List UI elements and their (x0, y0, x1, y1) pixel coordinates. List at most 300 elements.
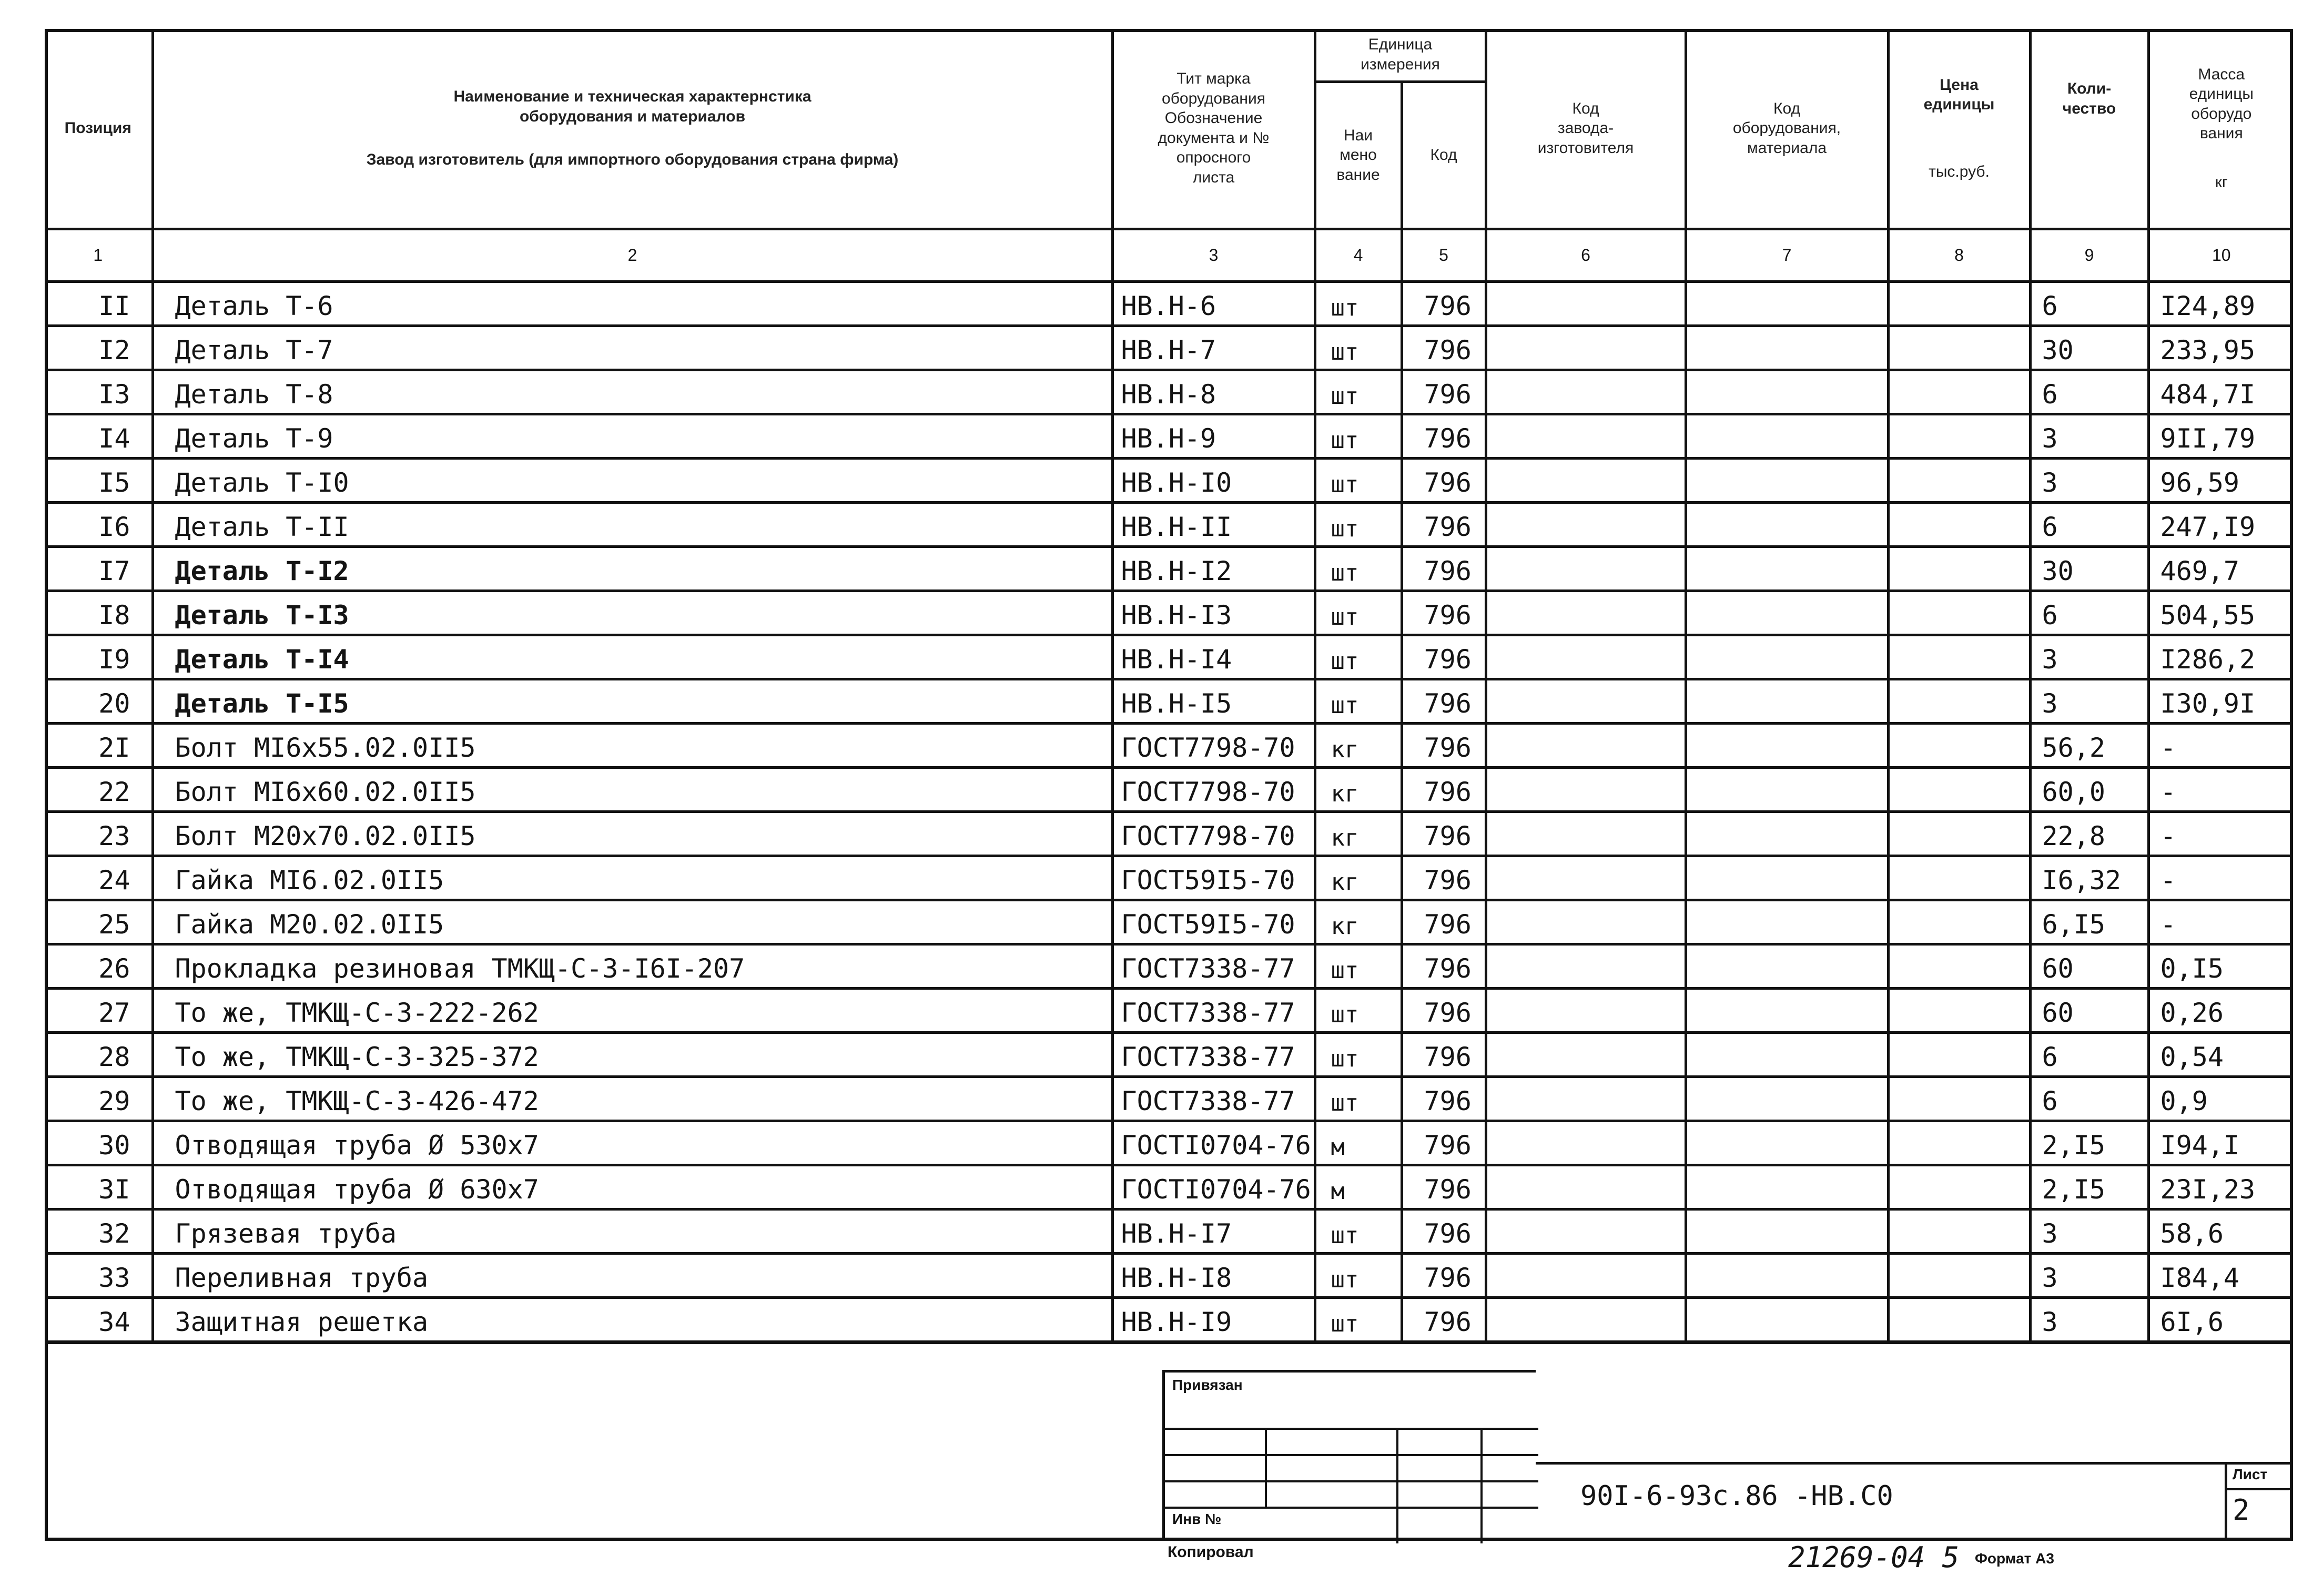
mass-cell: I30,9I (2148, 679, 2293, 723)
header-price: Цена единицы тыс.руб. (1888, 29, 2030, 229)
inventory-label: Инв № (1172, 1511, 1222, 1527)
price-cell (1888, 326, 2030, 370)
factory-code-cell (1486, 1297, 1686, 1341)
price-cell (1888, 1076, 2030, 1121)
equipment-code-cell (1686, 370, 1888, 414)
equipment-code-cell (1686, 502, 1888, 546)
equipment-code-cell (1686, 414, 1888, 458)
stamp-line (1265, 1428, 1267, 1507)
unit-name-cell: шт (1315, 944, 1402, 988)
unit-name-cell: шт (1315, 1253, 1402, 1297)
position-cell: 2I (45, 723, 153, 767)
quantity-cell: 6 (2030, 502, 2148, 546)
unit-name-cell: шт (1315, 635, 1402, 679)
unit-code-cell: 796 (1402, 635, 1486, 679)
price-cell (1888, 502, 2030, 546)
price-cell (1888, 281, 2030, 326)
table-row (45, 635, 2293, 679)
specification-table (45, 29, 2293, 1343)
quantity-cell: 3 (2030, 414, 2148, 458)
unit-code-cell: 796 (1402, 326, 1486, 370)
name-cell: Деталь Т-7 (153, 326, 1112, 370)
table-row (45, 856, 2293, 900)
price-cell (1888, 1032, 2030, 1076)
position-cell: II (45, 281, 153, 326)
mass-cell: 484,7I (2148, 370, 2293, 414)
document-cell: ГОСТ7798-70 (1112, 811, 1315, 856)
unit-code-cell: 796 (1402, 856, 1486, 900)
factory-code-cell (1486, 591, 1686, 635)
document-cell: ГОСТ7798-70 (1112, 723, 1315, 767)
table-row (45, 1076, 2293, 1121)
price-cell (1888, 591, 2030, 635)
name-cell: Грязевая труба (153, 1209, 1112, 1253)
quantity-cell: 30 (2030, 326, 2148, 370)
unit-code-cell: 796 (1402, 1297, 1486, 1341)
unit-code-cell: 796 (1402, 370, 1486, 414)
position-cell: 25 (45, 900, 153, 944)
unit-code-cell: 796 (1402, 900, 1486, 944)
document-cell: ГОСТ59I5-70 (1112, 900, 1315, 944)
table-row (45, 370, 2293, 414)
factory-code-cell (1486, 1121, 1686, 1165)
table-row (45, 502, 2293, 546)
equipment-code-cell (1686, 1032, 1888, 1076)
quantity-cell: 6 (2030, 591, 2148, 635)
quantity-cell: 6,I5 (2030, 900, 2148, 944)
mass-cell: - (2148, 767, 2293, 811)
equipment-code-cell (1686, 1121, 1888, 1165)
factory-code-cell (1486, 370, 1686, 414)
factory-code-cell (1486, 900, 1686, 944)
table-row (45, 1297, 2293, 1341)
unit-name-cell: м (1315, 1165, 1402, 1209)
table-row (45, 458, 2293, 502)
header-unit-code: Код (1402, 82, 1486, 229)
document-cell: НВ.Н-9 (1112, 414, 1315, 458)
equipment-code-cell (1686, 591, 1888, 635)
document-cell: ГОСТ7338-77 (1112, 1076, 1315, 1121)
quantity-cell: 3 (2030, 679, 2148, 723)
price-cell (1888, 767, 2030, 811)
unit-name-cell: шт (1315, 988, 1402, 1032)
mass-cell: 0,I5 (2148, 944, 2293, 988)
unit-code-cell: 796 (1402, 546, 1486, 591)
quantity-cell: 2,I5 (2030, 1121, 2148, 1165)
equipment-code-cell (1686, 1253, 1888, 1297)
quantity-cell: 60 (2030, 944, 2148, 988)
factory-code-cell (1486, 1032, 1686, 1076)
mass-cell: 504,55 (2148, 591, 2293, 635)
factory-code-cell (1486, 679, 1686, 723)
unit-name-cell: кг (1315, 723, 1402, 767)
table-bottom-border (45, 1341, 2293, 1344)
quantity-cell: 30 (2030, 546, 2148, 591)
unit-name-cell: кг (1315, 767, 1402, 811)
unit-name-cell: шт (1315, 1032, 1402, 1076)
document-designation: 90I-6-93с.86 -НВ.С0 (1580, 1480, 1893, 1512)
header-unit-group: Единица измерения (1315, 29, 1486, 82)
equipment-code-cell (1686, 1076, 1888, 1121)
unit-code-cell: 796 (1402, 1121, 1486, 1165)
document-cell: НВ.Н-8 (1112, 370, 1315, 414)
mass-cell: 0,9 (2148, 1076, 2293, 1121)
unit-code-cell: 796 (1402, 414, 1486, 458)
unit-name-cell: шт (1315, 458, 1402, 502)
mass-cell: 469,7 (2148, 546, 2293, 591)
column-number-row (45, 229, 2293, 281)
column-number: 10 (2148, 229, 2293, 281)
header-mass: Масса единицы оборудо вания кг (2148, 29, 2293, 229)
factory-code-cell (1486, 458, 1686, 502)
document-cell: ГОСТ59I5-70 (1112, 856, 1315, 900)
name-cell: То же, ТМКЩ-С-3-426-472 (153, 1076, 1112, 1121)
equipment-code-cell (1686, 856, 1888, 900)
name-cell: Деталь Т-9 (153, 414, 1112, 458)
header-unit-name: Наи мено вание (1315, 82, 1402, 229)
copied-label: Копировал (1168, 1543, 1254, 1561)
quantity-cell: 6 (2030, 1076, 2148, 1121)
unit-code-cell: 796 (1402, 988, 1486, 1032)
document-cell: НВ.Н-I2 (1112, 546, 1315, 591)
quantity-cell: 3 (2030, 635, 2148, 679)
table-row (45, 1209, 2293, 1253)
price-cell (1888, 856, 2030, 900)
column-number: 6 (1486, 229, 1686, 281)
quantity-cell: 2,I5 (2030, 1165, 2148, 1209)
document-cell: НВ.Н-I3 (1112, 591, 1315, 635)
stamp-line (1480, 1428, 1483, 1543)
unit-code-cell: 796 (1402, 502, 1486, 546)
unit-code-cell: 796 (1402, 767, 1486, 811)
table-row (45, 281, 2293, 326)
price-cell (1888, 414, 2030, 458)
format-label: Формат А3 (1975, 1550, 2054, 1567)
mass-cell: I24,89 (2148, 281, 2293, 326)
price-cell (1888, 1209, 2030, 1253)
column-number: 1 (45, 229, 153, 281)
price-cell (1888, 546, 2030, 591)
name-cell: Болт М20x70.02.0II5 (153, 811, 1112, 856)
position-cell: 32 (45, 1209, 153, 1253)
factory-code-cell (1486, 856, 1686, 900)
linkage-stamp (1162, 1370, 1536, 1541)
mass-cell: 247,I9 (2148, 502, 2293, 546)
factory-code-cell (1486, 988, 1686, 1032)
unit-name-cell: шт (1315, 679, 1402, 723)
mass-cell: - (2148, 723, 2293, 767)
price-cell (1888, 723, 2030, 767)
unit-name-cell: шт (1315, 546, 1402, 591)
quantity-cell: 3 (2030, 1297, 2148, 1341)
factory-code-cell (1486, 1076, 1686, 1121)
mass-cell: I84,4 (2148, 1253, 2293, 1297)
unit-code-cell: 796 (1402, 1032, 1486, 1076)
unit-code-cell: 796 (1402, 1165, 1486, 1209)
unit-code-cell: 796 (1402, 281, 1486, 326)
document-cell: ГОСТ7338-77 (1112, 1032, 1315, 1076)
sheet-number: 2 (2233, 1493, 2250, 1527)
document-cell: НВ.Н-I4 (1112, 635, 1315, 679)
column-number: 9 (2030, 229, 2148, 281)
document-cell: НВ.Н-I8 (1112, 1253, 1315, 1297)
unit-name-cell: шт (1315, 370, 1402, 414)
equipment-code-cell (1686, 1165, 1888, 1209)
position-cell: I3 (45, 370, 153, 414)
position-cell: 29 (45, 1076, 153, 1121)
title-block-line (1536, 1462, 2293, 1465)
price-cell (1888, 1297, 2030, 1341)
unit-name-cell: кг (1315, 900, 1402, 944)
position-cell: 23 (45, 811, 153, 856)
unit-name-cell: шт (1315, 281, 1402, 326)
name-cell: Гайка М20.02.0II5 (153, 900, 1112, 944)
position-cell: 26 (45, 944, 153, 988)
factory-code-cell (1486, 1209, 1686, 1253)
sheet-number-box (2225, 1462, 2293, 1541)
position-cell: I7 (45, 546, 153, 591)
price-cell (1888, 1253, 2030, 1297)
equipment-code-cell (1686, 944, 1888, 988)
name-cell: Деталь Т-I4 (153, 635, 1112, 679)
header-quantity: Коли- чество (2030, 29, 2148, 229)
equipment-code-cell (1686, 988, 1888, 1032)
mass-cell: - (2148, 811, 2293, 856)
mass-cell: - (2148, 856, 2293, 900)
mass-cell: 0,26 (2148, 988, 2293, 1032)
name-cell: Деталь Т-I2 (153, 546, 1112, 591)
position-cell: I6 (45, 502, 153, 546)
document-cell: ГОСТ7338-77 (1112, 944, 1315, 988)
position-cell: I5 (45, 458, 153, 502)
quantity-cell: 6 (2030, 370, 2148, 414)
equipment-code-cell (1686, 458, 1888, 502)
name-cell: Гайка MI6.02.0II5 (153, 856, 1112, 900)
factory-code-cell (1486, 502, 1686, 546)
document-cell: НВ.Н-I5 (1112, 679, 1315, 723)
name-cell: Отводящая труба Ø 530x7 (153, 1121, 1112, 1165)
equipment-code-cell (1686, 1297, 1888, 1341)
name-cell: Болт MI6x60.02.0II5 (153, 767, 1112, 811)
unit-name-cell: шт (1315, 1209, 1402, 1253)
name-cell: Прокладка резиновая ТМКЩ-С-3-I6I-207 (153, 944, 1112, 988)
unit-name-cell: шт (1315, 326, 1402, 370)
equipment-code-cell (1686, 679, 1888, 723)
factory-code-cell (1486, 944, 1686, 988)
document-cell: НВ.Н-7 (1112, 326, 1315, 370)
name-cell: Деталь Т-I0 (153, 458, 1112, 502)
unit-name-cell: шт (1315, 502, 1402, 546)
document-cell: ГОСТI0704-76 (1112, 1165, 1315, 1209)
position-cell: I4 (45, 414, 153, 458)
unit-code-cell: 796 (1402, 591, 1486, 635)
price-cell (1888, 370, 2030, 414)
mass-cell: I94,I (2148, 1121, 2293, 1165)
quantity-cell: 3 (2030, 458, 2148, 502)
table-row (45, 723, 2293, 767)
quantity-cell: 3 (2030, 1253, 2148, 1297)
equipment-code-cell (1686, 546, 1888, 591)
column-number: 7 (1686, 229, 1888, 281)
document-cell: НВ.Н-6 (1112, 281, 1315, 326)
price-cell (1888, 944, 2030, 988)
document-cell: ГОСТ7338-77 (1112, 988, 1315, 1032)
unit-name-cell: шт (1315, 414, 1402, 458)
header-factory-code: Код завода- изготовителя (1486, 29, 1686, 229)
quantity-cell: 60,0 (2030, 767, 2148, 811)
table-row (45, 1253, 2293, 1297)
table-row (45, 811, 2293, 856)
table-row (45, 546, 2293, 591)
stamp-line (1396, 1428, 1398, 1543)
position-cell: 3I (45, 1165, 153, 1209)
table-row (45, 1032, 2293, 1076)
unit-name-cell: шт (1315, 591, 1402, 635)
sheet-label: Лист (2233, 1466, 2268, 1482)
unit-name-cell: кг (1315, 856, 1402, 900)
price-cell (1888, 988, 2030, 1032)
quantity-cell: 3 (2030, 1209, 2148, 1253)
equipment-code-cell (1686, 767, 1888, 811)
quantity-cell: 6 (2030, 281, 2148, 326)
header-equipment-code: Код оборудования, материала (1686, 29, 1888, 229)
sheet-box-line (2227, 1488, 2293, 1490)
factory-code-cell (1486, 281, 1686, 326)
unit-code-cell: 796 (1402, 944, 1486, 988)
price-cell (1888, 679, 2030, 723)
name-cell: Деталь Т-8 (153, 370, 1112, 414)
factory-code-cell (1486, 546, 1686, 591)
quantity-cell: 6 (2030, 1032, 2148, 1076)
factory-code-cell (1486, 1165, 1686, 1209)
column-number: 2 (153, 229, 1112, 281)
document-cell: НВ.Н-II (1112, 502, 1315, 546)
table-row (45, 944, 2293, 988)
document-cell: НВ.Н-I7 (1112, 1209, 1315, 1253)
unit-code-cell: 796 (1402, 1253, 1486, 1297)
header-document: Тит марка оборудования Обозначение документа и № опросного листа (1112, 29, 1315, 229)
unit-name-cell: м (1315, 1121, 1402, 1165)
name-cell: Болт MI6x55.02.0II5 (153, 723, 1112, 767)
mass-cell: 23I,23 (2148, 1165, 2293, 1209)
table-row (45, 988, 2293, 1032)
document-cell: ГОСТ7798-70 (1112, 767, 1315, 811)
mass-cell: - (2148, 900, 2293, 944)
position-cell: I8 (45, 591, 153, 635)
equipment-code-cell (1686, 281, 1888, 326)
mass-cell: 233,95 (2148, 326, 2293, 370)
price-cell (1888, 635, 2030, 679)
document-cell: ГОСТI0704-76 (1112, 1121, 1315, 1165)
mass-cell: I286,2 (2148, 635, 2293, 679)
name-cell: То же, ТМКЩ-С-3-325-372 (153, 1032, 1112, 1076)
equipment-code-cell (1686, 635, 1888, 679)
unit-code-cell: 796 (1402, 811, 1486, 856)
position-cell: 22 (45, 767, 153, 811)
name-cell: Деталь Т-6 (153, 281, 1112, 326)
unit-name-cell: шт (1315, 1076, 1402, 1121)
table-row (45, 767, 2293, 811)
position-cell: 28 (45, 1032, 153, 1076)
column-number: 5 (1402, 229, 1486, 281)
price-cell (1888, 900, 2030, 944)
header-name: Наименование и техническая характернстика оборудования и материалов Завод изготовитель (для импортного оборудования страна фирма) (153, 29, 1112, 229)
name-cell: Переливная труба (153, 1253, 1112, 1297)
position-cell: I9 (45, 635, 153, 679)
column-number: 3 (1112, 229, 1315, 281)
quantity-cell: 56,2 (2030, 723, 2148, 767)
position-cell: 33 (45, 1253, 153, 1297)
mass-cell: 0,54 (2148, 1032, 2293, 1076)
mass-cell: 58,6 (2148, 1209, 2293, 1253)
name-cell: То же, ТМКЩ-С-3-222-262 (153, 988, 1112, 1032)
table-row (45, 1121, 2293, 1165)
equipment-code-cell (1686, 723, 1888, 767)
price-cell (1888, 1121, 2030, 1165)
factory-code-cell (1486, 767, 1686, 811)
table-row (45, 326, 2293, 370)
column-number: 8 (1888, 229, 2030, 281)
equipment-code-cell (1686, 811, 1888, 856)
unit-code-cell: 796 (1402, 1076, 1486, 1121)
column-number: 4 (1315, 229, 1402, 281)
header-row (45, 29, 2293, 82)
factory-code-cell (1486, 811, 1686, 856)
factory-code-cell (1486, 1253, 1686, 1297)
table-row (45, 414, 2293, 458)
position-cell: 34 (45, 1297, 153, 1341)
name-cell: Деталь Т-I3 (153, 591, 1112, 635)
mass-cell: 96,59 (2148, 458, 2293, 502)
document-cell: НВ.Н-I0 (1112, 458, 1315, 502)
position-cell: 20 (45, 679, 153, 723)
table-row (45, 679, 2293, 723)
archive-number: 21269-04 5 (1788, 1541, 1960, 1574)
header-position: Позиция (45, 29, 153, 229)
price-cell (1888, 811, 2030, 856)
linked-label: Привязан (1172, 1377, 1243, 1393)
unit-code-cell: 796 (1402, 723, 1486, 767)
equipment-code-cell (1686, 900, 1888, 944)
factory-code-cell (1486, 635, 1686, 679)
name-cell: Деталь Т-I5 (153, 679, 1112, 723)
mass-cell: 6I,6 (2148, 1297, 2293, 1341)
name-cell: Деталь Т-II (153, 502, 1112, 546)
factory-code-cell (1486, 414, 1686, 458)
unit-name-cell: кг (1315, 811, 1402, 856)
name-cell: Отводящая труба Ø 630x7 (153, 1165, 1112, 1209)
position-cell: 27 (45, 988, 153, 1032)
mass-cell: 9II,79 (2148, 414, 2293, 458)
equipment-code-cell (1686, 326, 1888, 370)
unit-code-cell: 796 (1402, 1209, 1486, 1253)
position-cell: 30 (45, 1121, 153, 1165)
table-row (45, 900, 2293, 944)
unit-name-cell: шт (1315, 1297, 1402, 1341)
document-cell: НВ.Н-I9 (1112, 1297, 1315, 1341)
factory-code-cell (1486, 326, 1686, 370)
unit-code-cell: 796 (1402, 458, 1486, 502)
price-cell (1888, 1165, 2030, 1209)
quantity-cell: 60 (2030, 988, 2148, 1032)
position-cell: I2 (45, 326, 153, 370)
table-row (45, 591, 2293, 635)
unit-code-cell: 796 (1402, 679, 1486, 723)
table-row (45, 1165, 2293, 1209)
factory-code-cell (1486, 723, 1686, 767)
quantity-cell: I6,32 (2030, 856, 2148, 900)
name-cell: Защитная решетка (153, 1297, 1112, 1341)
